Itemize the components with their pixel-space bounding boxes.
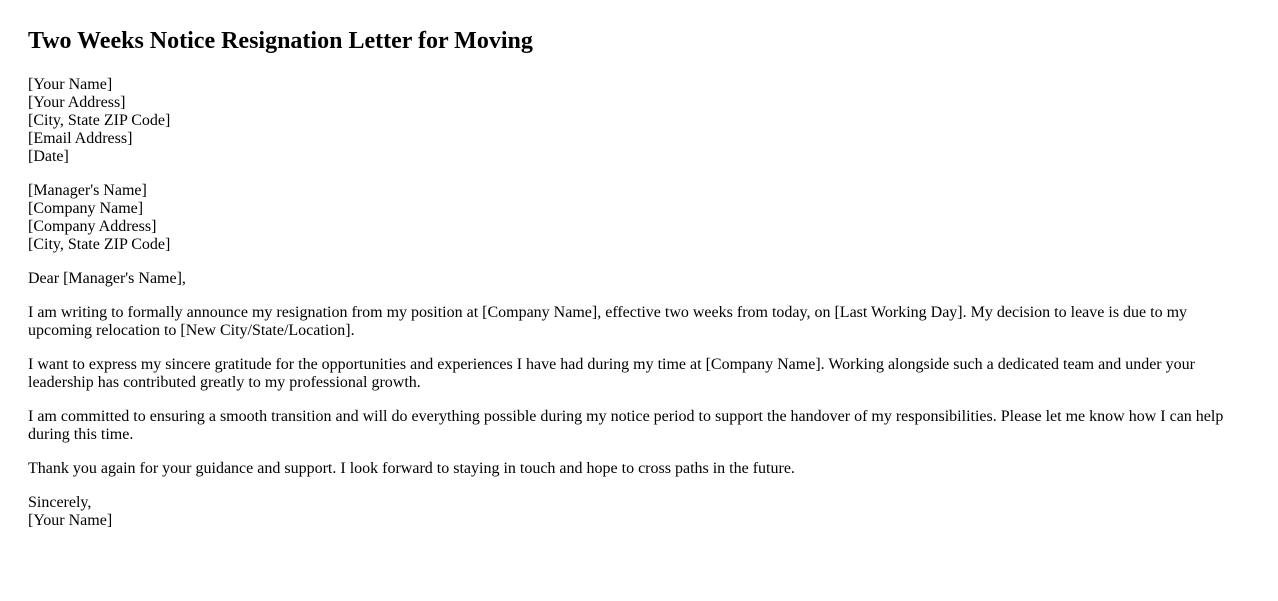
body-paragraph-gratitude: I want to express my sincere gratitude for the opportunities and experiences I have had during my time at [Company Name]. Working alongside such a dedicated team and under your leadership has contributed greatly to my professional growth. — [28, 356, 1195, 391]
body-paragraph-transition: I am committed to ensuring a smooth transition and will do everything possible during my notice period to support the handover of my responsibilities. Please let me know how I can help during this time. — [28, 408, 1224, 443]
sender-address-block — [28, 76, 1250, 166]
page-title: Two Weeks Notice Resignation Letter for Moving — [28, 28, 533, 54]
body-paragraph-thanks: Thank you again for your guidance and support. I look forward to staying in touch and hope to cross paths in the future. — [28, 460, 795, 477]
sender-address: [Your Address] — [28, 94, 126, 111]
recipient-address: [Company Address] — [28, 218, 157, 235]
signature-name: [Your Name] — [28, 512, 113, 529]
closing: Sincerely, — [28, 494, 92, 511]
recipient-city: [City, State ZIP Code] — [28, 236, 171, 253]
signature-block — [28, 494, 1250, 530]
sender-email: [Email Address] — [28, 130, 133, 147]
sender-city: [City, State ZIP Code] — [28, 112, 171, 129]
recipient-manager: [Manager's Name] — [28, 182, 147, 199]
body-paragraph-resignation: I am writing to formally announce my resignation from my position at [Company Name], effective two weeks from today, on [Last Working Day]. My decision to leave is due to my upcoming relocation to [New City/State/Location]. — [28, 304, 1188, 339]
recipient-company: [Company Name] — [28, 200, 144, 217]
sender-name: [Your Name] — [28, 76, 113, 93]
letter-date: [Date] — [28, 148, 69, 165]
salutation: Dear [Manager's Name], — [28, 270, 186, 287]
recipient-address-block — [28, 182, 1250, 254]
